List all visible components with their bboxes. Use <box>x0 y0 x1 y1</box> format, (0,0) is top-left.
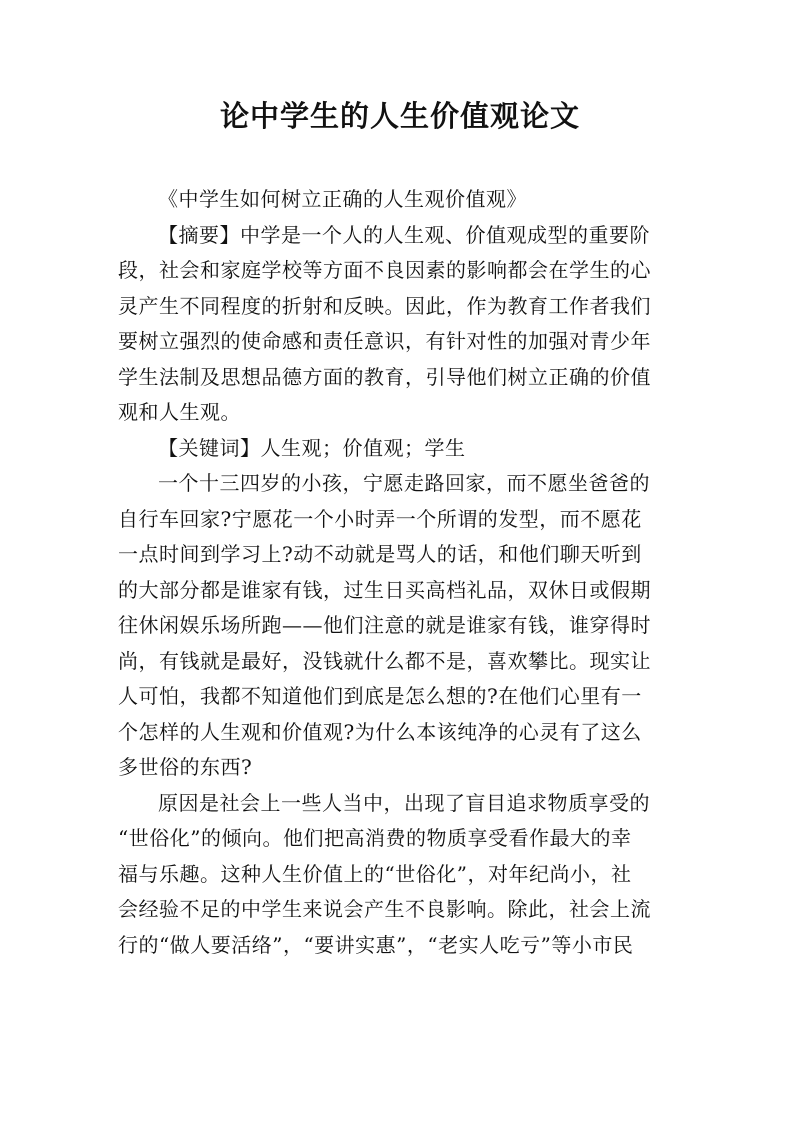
keywords-line: 【关键词】人生观；价值观；学生 <box>158 435 466 460</box>
paragraph-line: 原因是社会上一些人当中，出现了盲目追求物质享受的 <box>158 790 650 815</box>
abstract-paragraph <box>118 218 682 431</box>
body-paragraph-2 <box>118 786 682 964</box>
paragraph-line: 往休闲娱乐场所跑——他们注意的就是谁家有钱，谁穿得时 <box>118 613 651 637</box>
document-title: 论中学生的人生价值观论文 <box>219 99 580 133</box>
paragraph-line: 福与乐趣。这种人生价值上的“世俗化”，对年纪尚小，社 <box>118 861 632 886</box>
abstract-line: 【摘要】中学是一个人的人生观、价值观成型的重要阶 <box>158 222 650 247</box>
abstract-line: 灵产生不同程度的折射和反映。因此，作为教育工作者我们 <box>118 293 651 318</box>
paragraph-line: 多世俗的东西? <box>118 755 253 779</box>
paragraph-line: 人可怕，我都不知道他们到底是怎么想的?在他们心里有一 <box>118 684 642 708</box>
paragraph-line: 一点时间到学习上?动不动就是骂人的话，和他们聊天听到 <box>118 542 642 566</box>
paragraph-line: 的大部分都是谁家有钱，过生日买高档礼品，双休日或假期 <box>118 577 651 602</box>
paragraph-line: “世俗化”的倾向。他们把高消费的物质享受看作最大的幸 <box>118 826 632 850</box>
paragraph-line: 会经验不足的中学生来说会产生不良影响。除此，社会上流 <box>118 897 651 921</box>
subtitle: 《中学生如何树立正确的人生观价值观》 <box>158 187 527 211</box>
paragraph-line: 行的“做人要活络”，“要讲实惠”，“老实人吃亏”等小市民 <box>118 932 634 957</box>
abstract-line: 段，社会和家庭学校等方面不良因素的影响都会在学生的心 <box>118 258 651 282</box>
document-body <box>118 182 682 963</box>
abstract-line: 观和人生观。 <box>118 400 241 424</box>
paragraph-line: 自行车回家?宁愿花一个小时弄一个所谓的发型，而不愿花 <box>118 506 642 531</box>
body-paragraph-1 <box>118 466 682 786</box>
paragraph-line: 尚，有钱就是最好，没钱就什么都不是，喜欢攀比。现实让 <box>118 648 651 673</box>
abstract-line: 学生法制及思想品德方面的教育，引导他们树立正确的价值 <box>118 364 651 389</box>
paragraph-line: 一个十三四岁的小孩，宁愿走路回家，而不愿坐爸爸的 <box>158 471 650 495</box>
abstract-line: 要树立强烈的使命感和责任意识，有针对性的加强对青少年 <box>118 329 651 353</box>
paragraph-line: 个怎样的人生观和价值观?为什么本该纯净的心灵有了这么 <box>118 719 642 744</box>
